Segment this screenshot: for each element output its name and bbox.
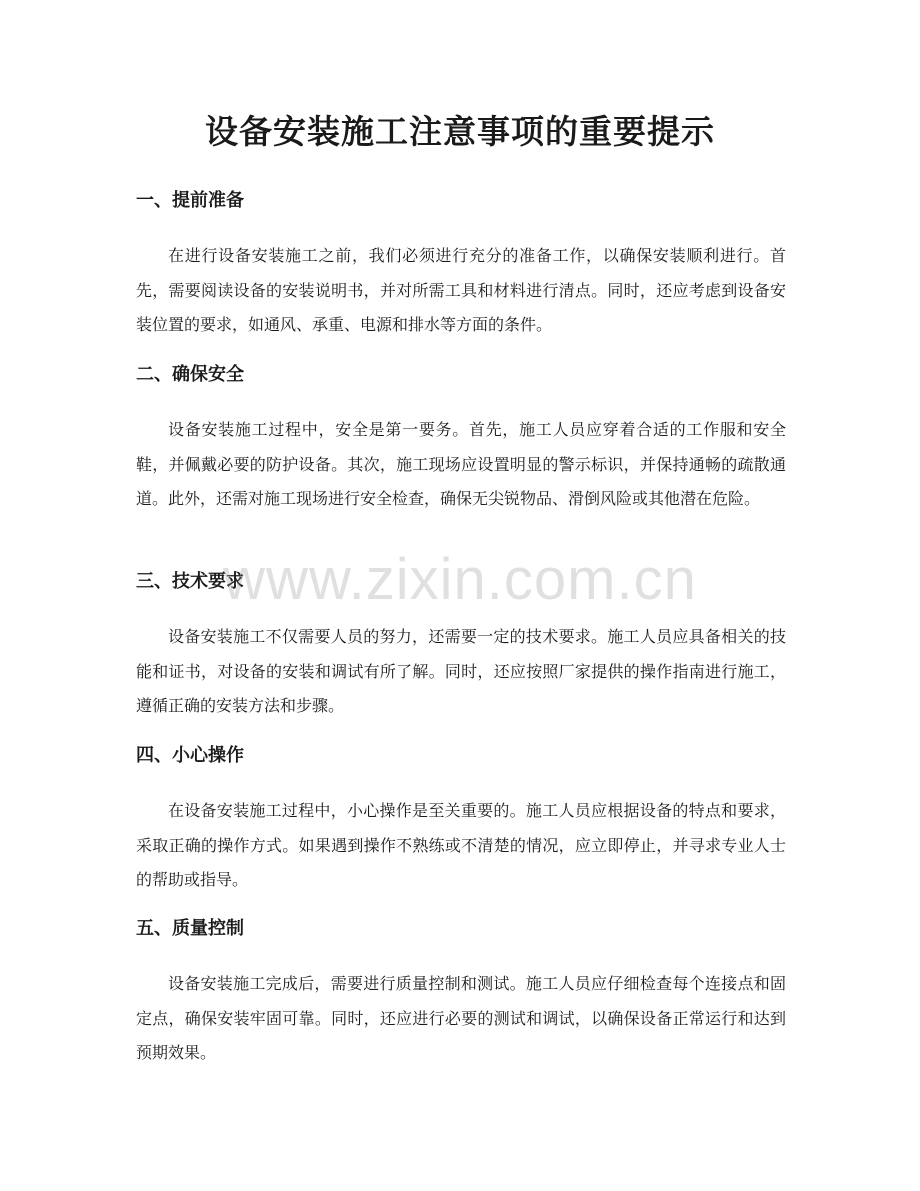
section-paragraph: 设备安装施工过程中，安全是第一要务。首先，施工人员应穿着合适的工作服和安全鞋，并佩戴必要的防护设备。其次，施工现场应设置明显的警示标识，并保持通畅的疏散通道。此外，还需对施工现场进行安全检查，确保无尖锐物品、滑倒风险或其他潜在危险。 <box>136 420 786 509</box>
section-paragraph: 在设备安装施工过程中，小心操作是至关重要的。施工人员应根据设备的特点和要求，采取正确的操作方式。如果遇到操作不熟练或不清楚的情况，应立即停止，并寻求专业人士的帮助或指导。 <box>136 801 786 890</box>
page-title: 设备安装施工注意事项的重要提示 <box>205 112 715 151</box>
section-quality-control <box>136 915 786 1071</box>
section-preparation <box>136 187 786 343</box>
section-technical <box>136 568 786 724</box>
watermark: www.zixin.com.cn <box>223 547 697 612</box>
section-heading: 一、提前准备 <box>136 190 244 211</box>
section-safety <box>136 361 786 517</box>
section-careful-operation <box>136 742 786 898</box>
section-paragraph: 设备安装施工不仅需要人员的努力，还需要一定的技术要求。施工人员应具备相关的技能和证书，对设备的安装和调试有所了解。同时，还应按照厂家提供的操作指南进行施工，遵循正确的安装方法和步骤。 <box>136 627 786 716</box>
section-heading: 三、技术要求 <box>136 571 244 592</box>
section-paragraph: 在进行设备安装施工之前，我们必须进行充分的准备工作，以确保安装顺利进行。首先，需要阅读设备的安装说明书，并对所需工具和材料进行清点。同时，还应考虑到设备安装位置的要求，如通风、承重、电源和排水等方面的条件。 <box>136 246 786 335</box>
section-paragraph: 设备安装施工完成后，需要进行质量控制和测试。施工人员应仔细检查每个连接点和固定点，确保安装牢固可靠。同时，还应进行必要的测试和调试，以确保设备正常运行和达到预期效果。 <box>136 974 786 1063</box>
section-heading: 四、小心操作 <box>136 745 244 766</box>
section-heading: 二、确保安全 <box>136 364 244 385</box>
section-heading: 五、质量控制 <box>136 918 244 939</box>
